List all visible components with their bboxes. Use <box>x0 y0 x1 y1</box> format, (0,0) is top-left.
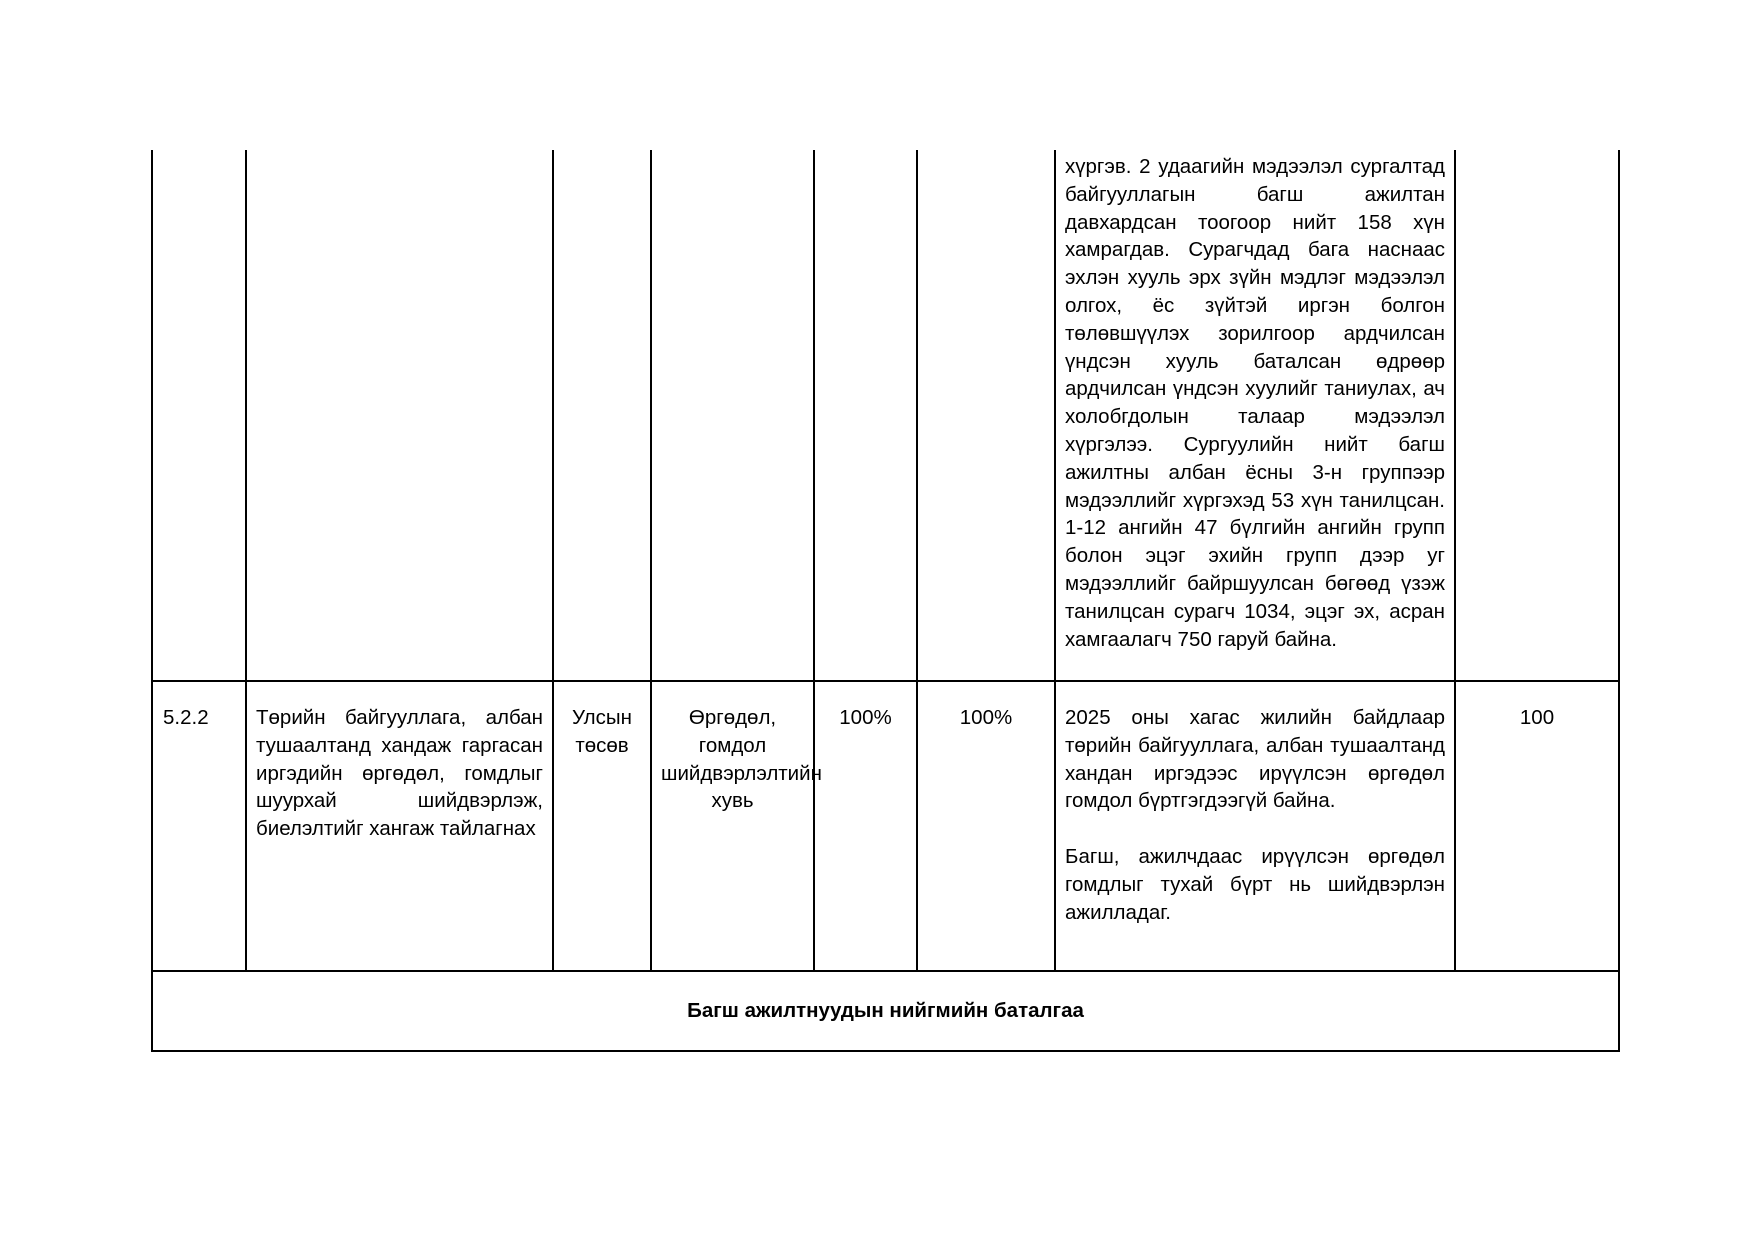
table-row-section-header <box>152 971 1619 1051</box>
table-row-continued <box>152 150 1619 681</box>
cell-number <box>152 150 246 681</box>
results-paragraph-2: Багш, ажилчдаас ирүүлсэн өргөдөл гомдлыг тухай бүрт нь шийдвэрлэн ажилладаг. <box>1065 844 1445 924</box>
report-table <box>151 150 1620 1052</box>
cell-results <box>1055 150 1455 681</box>
results-text: хүргэв. 2 удаагийн мэдээлэл сургалтад байгууллагын багш ажилтан давхардсан тоогоор нийт 158 хүн хамрагдав. Сурагчдад бага наснаас эхлэн хууль эрх зүйн мэдлэг мэдээлэл олгох, ёс зүйтэй иргэн болгон төлөвшүүлэх зорилгоор ардчилсан үндсэн хууль баталсан өдрөөр ардчилсан үндсэн хуулийг таниулах, ач холобгдолын талаар мэдээлэл хүргэлээ. Сургуулийн нийт багш ажилтны албан ёсны 3-н группээр мэдээллийг хүргэхэд 53 хүн танилцсан. 1-12 ангийн 47 бүлгийн ангийн групп болон эцэг эхийн групп дээр уг мэдээллийг байршуулсан бөгөөд үзэж танилцсан сурагч 1034, эцэг эх, асран хамгаалагч 750 гаруй байна. <box>1065 155 1445 651</box>
cell-score: 100 <box>1455 681 1619 971</box>
table-row-5-2-2 <box>152 681 1619 971</box>
results-paragraph-1: 2025 оны хагас жилийн байдлаар төрийн байгууллага, албан тушаалтанд хандан иргэдээс ирүүлсэн өргөдөл гомдол бүртгэгдээгүй байна. <box>1065 706 1445 813</box>
cell-task <box>246 150 553 681</box>
cell-score <box>1455 150 1619 681</box>
cell-funding <box>553 150 651 681</box>
cell-results <box>1055 681 1455 971</box>
cell-funding: Улсын төсөв <box>553 681 651 971</box>
cell-actual: 100% <box>917 681 1055 971</box>
cell-number: 5.2.2 <box>152 681 246 971</box>
cell-indicator: Өргөдөл, гомдол шийдвэрлэлтийн хувь <box>651 681 814 971</box>
cell-indicator <box>651 150 814 681</box>
cell-task: Төрийн байгууллага, албан тушаалтанд хандаж гаргасан иргэдийн өргөдөл, гомдлыг шуурхай шийдвэрлэж, биелэлтийг хангаж тайлагнах <box>246 681 553 971</box>
cell-target: 100% <box>814 681 917 971</box>
cell-target <box>814 150 917 681</box>
section-header: Багш ажилтнуудын нийгмийн баталгаа <box>152 971 1619 1051</box>
cell-actual <box>917 150 1055 681</box>
